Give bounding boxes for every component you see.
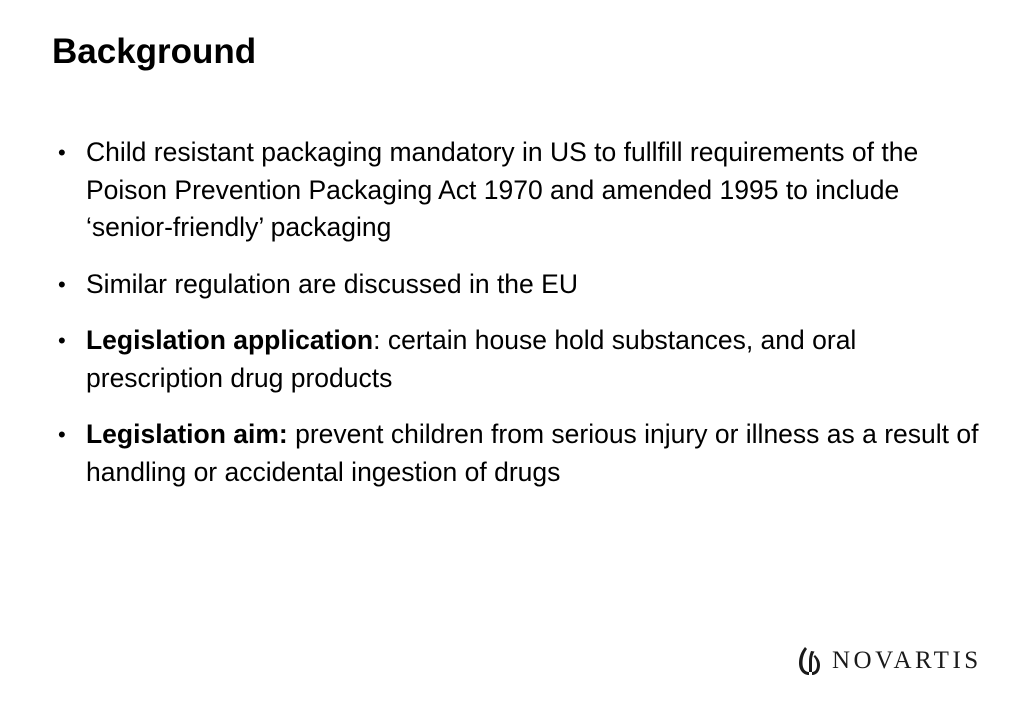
- bullet-item: [52, 134, 982, 247]
- logo-text: NOVARTIS: [832, 647, 982, 674]
- bullet-lead: Legislation aim:: [86, 419, 288, 449]
- bullet-list: [52, 134, 982, 510]
- slide-title: Background: [52, 32, 257, 71]
- bullet-lead: Legislation application: [86, 325, 374, 355]
- bullet-text: Child resistant packaging mandatory in US to fullfill requirements of the Poison Prevention Packaging Act 1970 and amended 1995 to include ‘senior-friendly’ packaging: [86, 137, 919, 242]
- bullet-item: [52, 322, 982, 397]
- bullet-text: Similar regulation are discussed in the EU: [86, 268, 578, 299]
- novartis-logo: [796, 645, 982, 677]
- bullet-marker: •: [58, 271, 66, 297]
- bullet-marker: •: [58, 422, 66, 447]
- novartis-flame-icon: [796, 645, 824, 677]
- bullet-text: : certain house hold substances, and oral prescription drug products: [86, 325, 857, 393]
- bullet-text: prevent children from serious injury or illness as a result of handling or accidental ingestion of drugs: [86, 419, 979, 487]
- bullet-item: [52, 416, 982, 491]
- bullet-marker: •: [58, 328, 66, 353]
- bullet-marker: •: [58, 140, 66, 165]
- bullet-item: [52, 266, 982, 304]
